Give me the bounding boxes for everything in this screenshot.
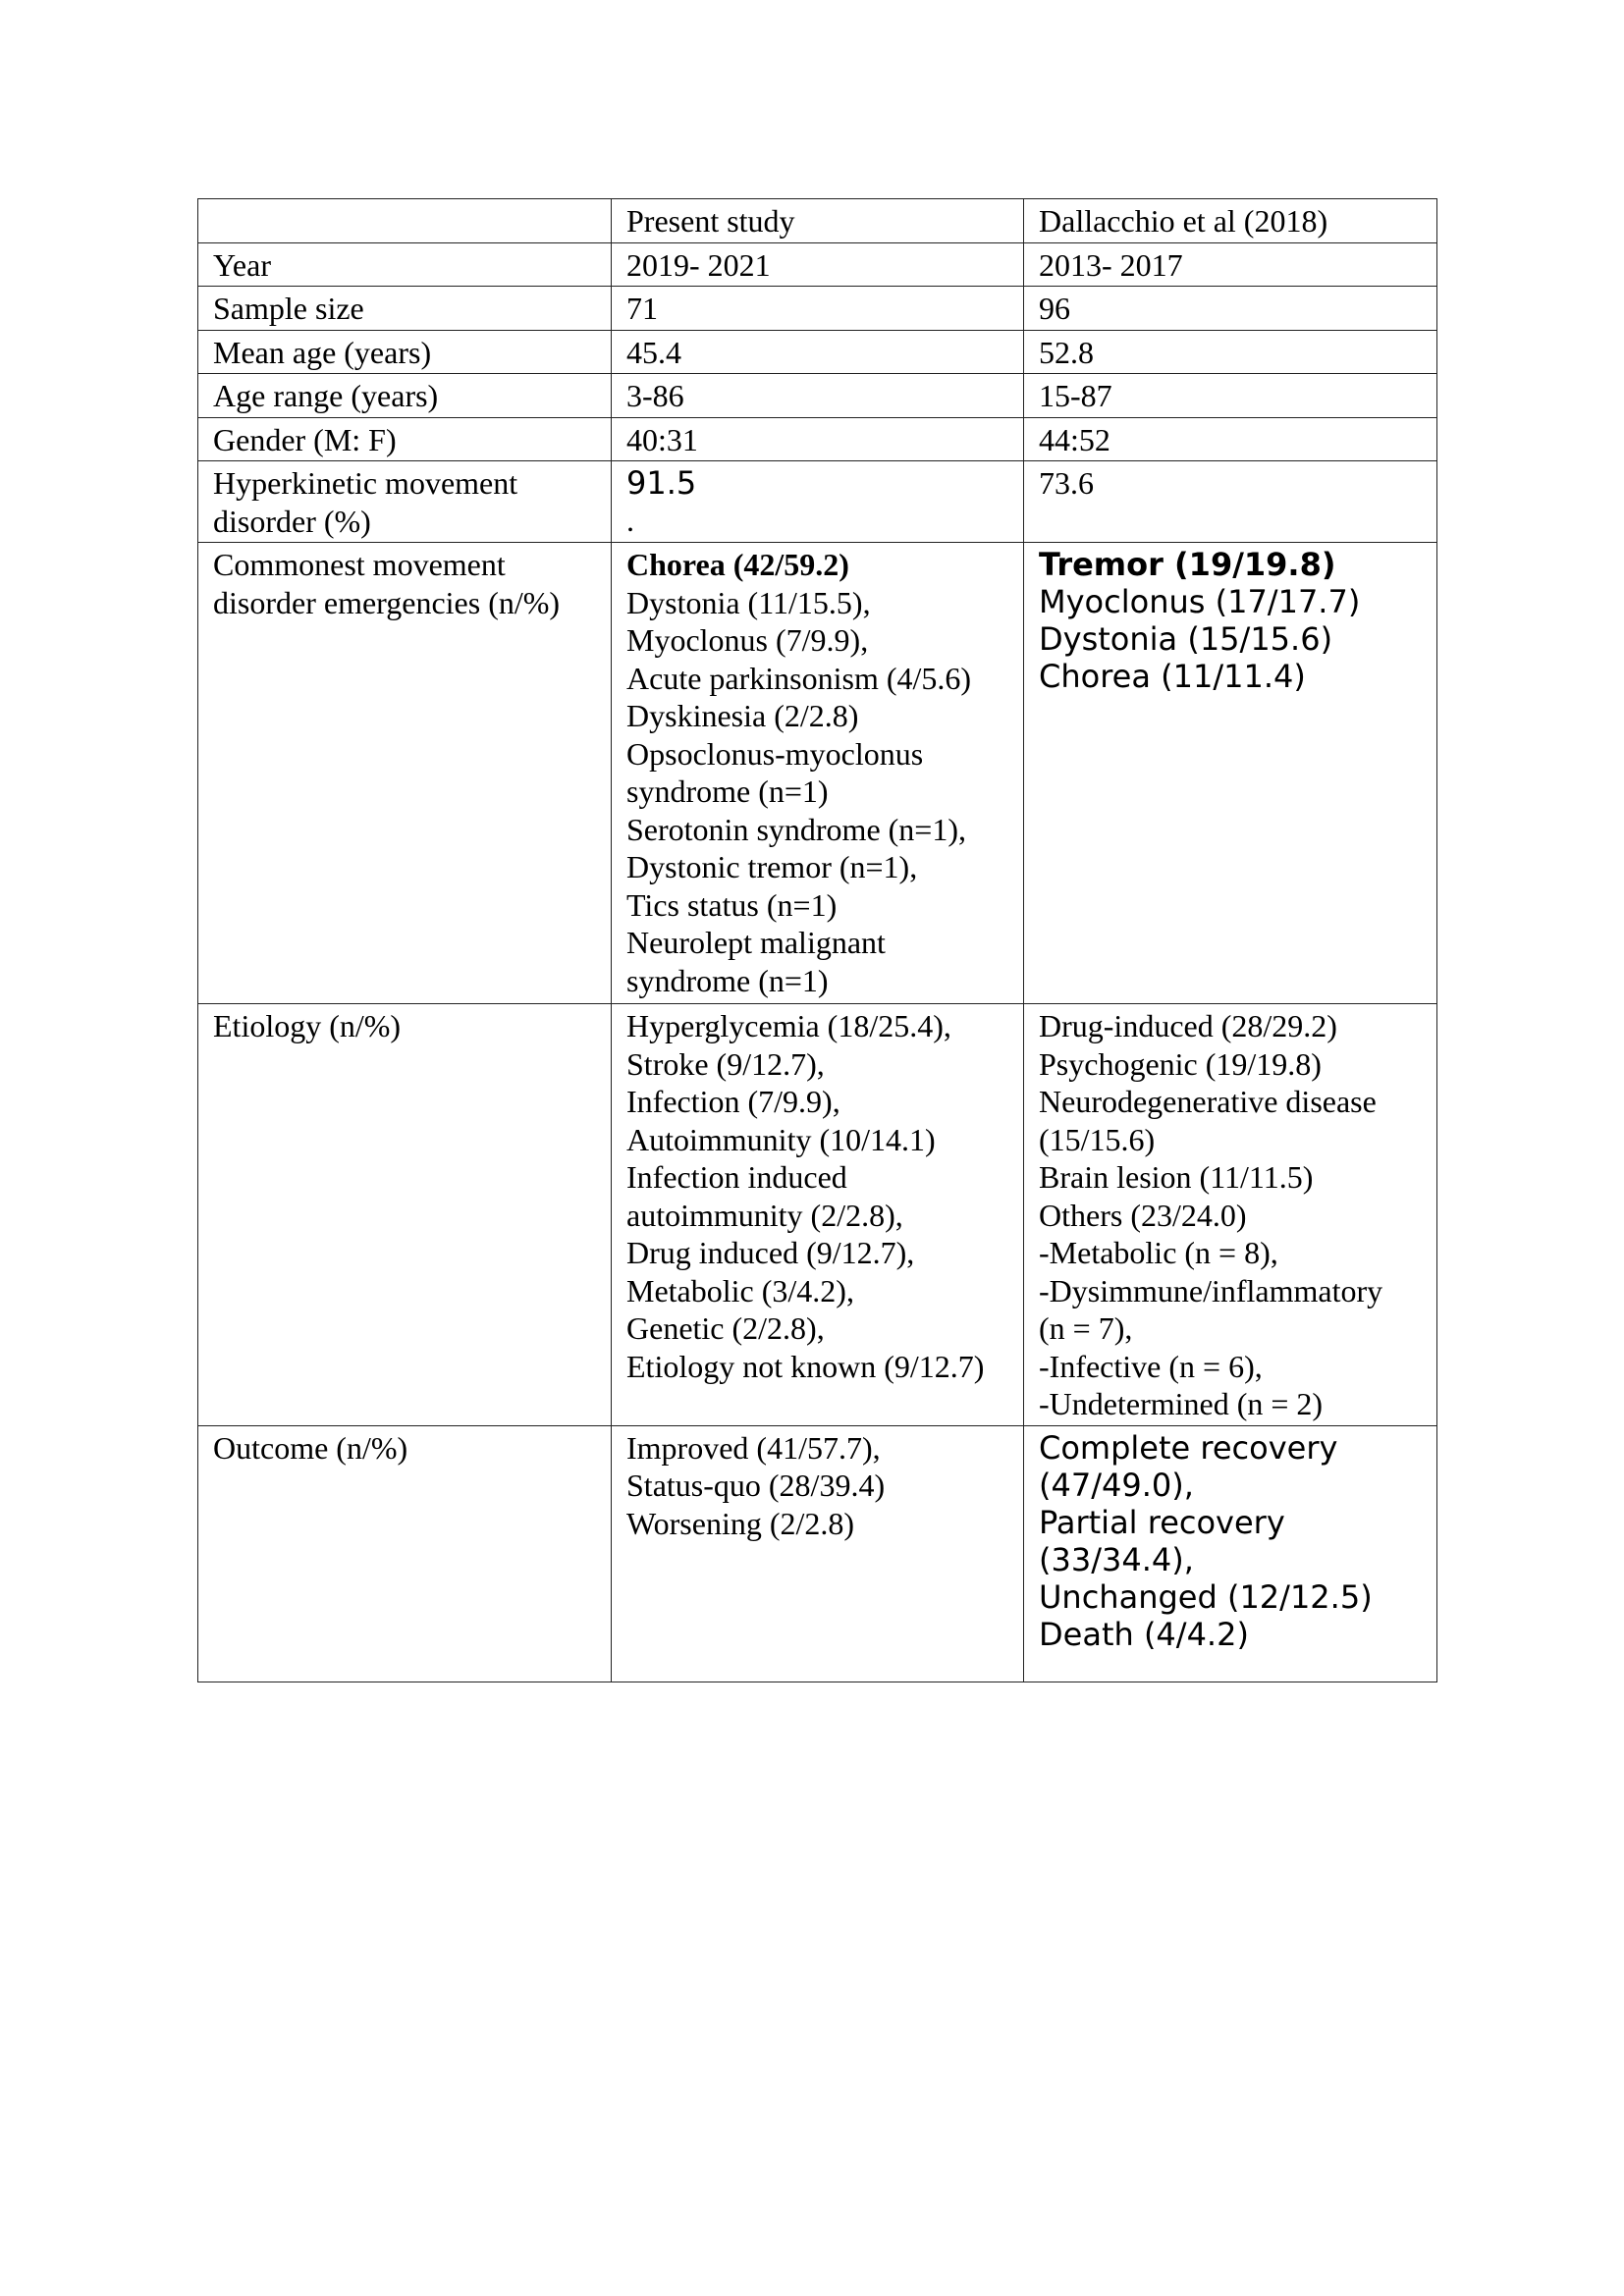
outcome-comparison-item: Unchanged (12/12.5) bbox=[1039, 1577, 1373, 1616]
etiology-comparison-item: -Infective (n = 6), bbox=[1039, 1348, 1263, 1384]
comparison-table bbox=[197, 198, 1437, 1682]
year-label: Year bbox=[198, 242, 612, 287]
outcome-row bbox=[198, 1425, 1437, 1682]
sample-size-row bbox=[198, 287, 1437, 331]
commonest-present-item: Dystonia (11/15.5), bbox=[626, 584, 871, 620]
header-row bbox=[198, 199, 1437, 243]
outcome-comparison-item: (47/49.0), bbox=[1039, 1466, 1194, 1504]
gender-row bbox=[198, 417, 1437, 461]
hyperkinetic-present-value: 91.5 bbox=[626, 464, 697, 502]
hyperkinetic-label-line: Hyperkinetic movement bbox=[213, 465, 518, 501]
etiology-present-item: Autoimmunity (10/14.1) bbox=[626, 1121, 936, 1157]
commonest-present-item: Dyskinesia (2/2.8) bbox=[626, 698, 859, 733]
hyperkinetic-row bbox=[198, 461, 1437, 543]
commonest-comparison-item: Chorea (11/11.4) bbox=[1039, 658, 1306, 695]
gender-present: 40:31 bbox=[612, 417, 1024, 461]
commonest-present bbox=[612, 543, 1024, 1004]
year-present: 2019- 2021 bbox=[612, 242, 1024, 287]
commonest-present-item: Myoclonus (7/9.9), bbox=[626, 622, 869, 658]
mean-age-comparison: 52.8 bbox=[1024, 330, 1437, 374]
commonest-present-item: Dystonic tremor (n=1), bbox=[626, 849, 918, 884]
age-range-label: Age range (years) bbox=[198, 374, 612, 418]
commonest-label-line: Commonest movement bbox=[213, 547, 506, 582]
etiology-present-item: Etiology not known (9/12.7) bbox=[626, 1348, 985, 1384]
outcome-present-item: Improved (41/57.7), bbox=[626, 1429, 881, 1466]
etiology-comparison-item: (n = 7), bbox=[1039, 1310, 1133, 1346]
hyperkinetic-comparison: 73.6 bbox=[1024, 461, 1437, 543]
commonest-present-item: Neurolept malignant bbox=[626, 925, 886, 960]
age-range-row bbox=[198, 374, 1437, 418]
etiology-comparison-item: Brain lesion (11/11.5) bbox=[1039, 1159, 1314, 1195]
etiology-present bbox=[612, 1004, 1024, 1426]
age-range-comparison: 15-87 bbox=[1024, 374, 1437, 418]
outcome-comparison bbox=[1024, 1425, 1437, 1682]
hyperkinetic-present-value: . bbox=[626, 503, 634, 538]
etiology-comparison-item: Others (23/24.0) bbox=[1039, 1197, 1247, 1233]
commonest-present-item: Acute parkinsonism (4/5.6) bbox=[626, 660, 972, 696]
etiology-comparison-item: (15/15.6) bbox=[1039, 1121, 1156, 1157]
year-row bbox=[198, 242, 1437, 287]
commonest-comparison-item: Dystonia (15/15.6) bbox=[1039, 620, 1333, 658]
mean-age-row bbox=[198, 330, 1437, 374]
commonest-comparison-item: Myoclonus (17/17.7) bbox=[1039, 583, 1361, 620]
hyperkinetic-present bbox=[612, 461, 1024, 543]
sample-size-present: 71 bbox=[612, 287, 1024, 331]
etiology-present-item: autoimmunity (2/2.8), bbox=[626, 1197, 903, 1233]
age-range-present: 3-86 bbox=[612, 374, 1024, 418]
commonest-present-item: Tics status (n=1) bbox=[626, 886, 838, 923]
commonest-comparison bbox=[1024, 543, 1437, 1004]
outcome-present-item: Status-quo (28/39.4) bbox=[626, 1468, 886, 1503]
outcome-comparison-item: Partial recovery bbox=[1039, 1503, 1285, 1541]
etiology-label: Etiology (n/%) bbox=[198, 1004, 612, 1426]
etiology-row bbox=[198, 1004, 1437, 1426]
commonest-label-line: disorder emergencies (n/%) bbox=[213, 584, 561, 620]
mean-age-label: Mean age (years) bbox=[198, 330, 612, 374]
etiology-comparison-item: -Undetermined (n = 2) bbox=[1039, 1386, 1324, 1421]
hyperkinetic-label-line: disorder (%) bbox=[213, 503, 371, 539]
outcome-label: Outcome (n/%) bbox=[198, 1425, 612, 1682]
commonest-present-item: syndrome (n=1) bbox=[626, 962, 829, 998]
outcome-comparison-item: (33/34.4), bbox=[1039, 1540, 1194, 1578]
etiology-present-item: Metabolic (3/4.2), bbox=[626, 1272, 854, 1308]
etiology-comparison bbox=[1024, 1004, 1437, 1426]
etiology-comparison-item: -Metabolic (n = 8), bbox=[1039, 1235, 1278, 1270]
outcome-present bbox=[612, 1425, 1024, 1682]
etiology-present-item: Drug induced (9/12.7), bbox=[626, 1235, 915, 1270]
etiology-comparison-item: Psychogenic (19/19.8) bbox=[1039, 1045, 1322, 1082]
etiology-comparison-item: Drug-induced (28/29.2) bbox=[1039, 1008, 1337, 1043]
commonest-present-item: Serotonin syndrome (n=1), bbox=[626, 811, 966, 847]
etiology-comparison-item: Neurodegenerative disease bbox=[1039, 1084, 1377, 1119]
sample-size-comparison: 96 bbox=[1024, 287, 1437, 331]
commonest-label bbox=[198, 543, 612, 1004]
mean-age-present: 45.4 bbox=[612, 330, 1024, 374]
header-comparison-study: Dallacchio et al (2018) bbox=[1024, 199, 1437, 243]
etiology-comparison-item: -Dysimmune/inflammatory bbox=[1039, 1272, 1383, 1308]
header-label-cell bbox=[198, 199, 612, 243]
gender-comparison: 44:52 bbox=[1024, 417, 1437, 461]
outcome-comparison-item: Death (4/4.2) bbox=[1039, 1615, 1249, 1653]
commonest-row bbox=[198, 543, 1437, 1004]
etiology-present-item: Hyperglycemia (18/25.4), bbox=[626, 1008, 951, 1043]
commonest-present-item: syndrome (n=1) bbox=[626, 774, 829, 809]
etiology-present-item: Genetic (2/2.8), bbox=[626, 1310, 825, 1346]
etiology-present-item: Stroke (9/12.7), bbox=[626, 1045, 825, 1082]
header-present-study: Present study bbox=[612, 199, 1024, 243]
year-comparison: 2013- 2017 bbox=[1024, 242, 1437, 287]
etiology-present-item: Infection (7/9.9), bbox=[626, 1084, 840, 1119]
gender-label: Gender (M: F) bbox=[198, 417, 612, 461]
hyperkinetic-label bbox=[198, 461, 612, 543]
outcome-comparison-item: Complete recovery bbox=[1039, 1428, 1338, 1467]
commonest-comparison-top: Tremor (19/19.8) bbox=[1039, 546, 1336, 583]
outcome-present-item: Worsening (2/2.8) bbox=[626, 1505, 855, 1541]
etiology-present-item: Infection induced bbox=[626, 1159, 847, 1195]
sample-size-label: Sample size bbox=[198, 287, 612, 331]
commonest-present-item: Opsoclonus-myoclonus bbox=[626, 735, 924, 772]
commonest-present-top: Chorea (42/59.2) bbox=[626, 547, 849, 582]
